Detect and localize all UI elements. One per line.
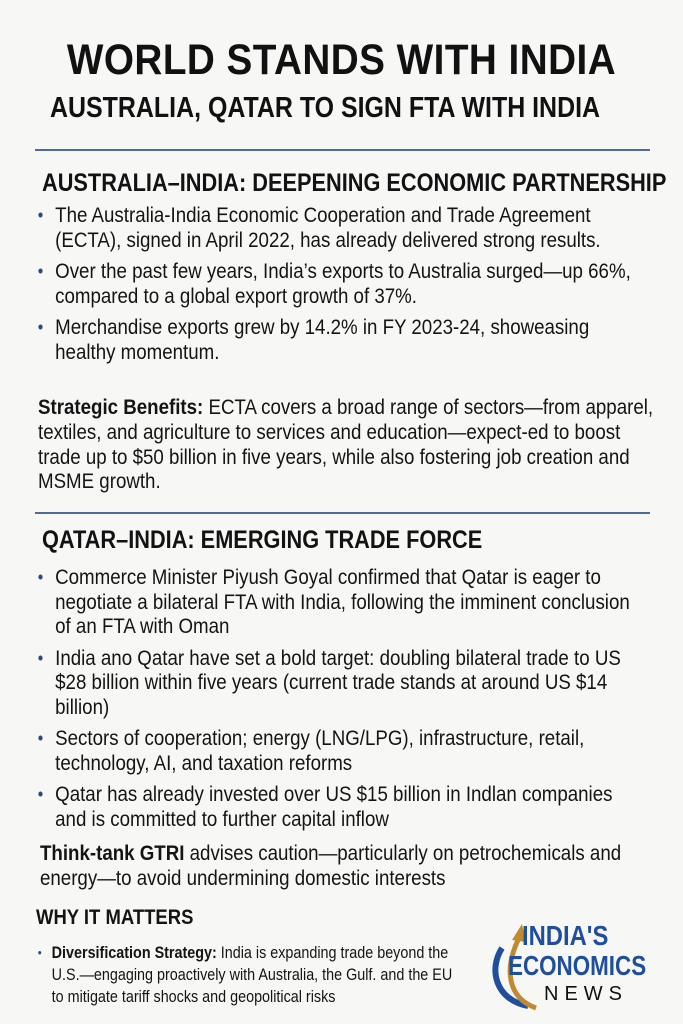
logo-line1: INDIA'S xyxy=(522,920,609,951)
bullet-icon: • xyxy=(37,567,44,587)
bullet-icon: • xyxy=(37,205,44,225)
page-subtitle: AUSTRALIA, QATAR TO SIGN FTA WITH INDIA xyxy=(50,92,601,124)
page-title: WORLD STANDS WITH INDIA xyxy=(66,36,617,84)
list-item: • Commerce Minister Piyush Goyal confirmed that Qatar is eager to negotiate a bilateral FTA with India, following the imminent conclusion of an FTA with Oman xyxy=(37,565,630,639)
gtri-note: Think-tank GTRI advises caution—particularly on petrochemicals and energy—to avoid undermining domestic interests xyxy=(40,841,622,890)
bullet-icon: • xyxy=(37,728,44,749)
why-heading: WHY IT MATTERS xyxy=(36,906,194,929)
list-item: • Over the past few years, India’s exports to Australia surged—up 66%, compared to a global export growth of 37%. xyxy=(37,258,631,308)
list-item: • Qatar has already invested over US $15 billion in Indlan companies and is committed to further capital inflow xyxy=(37,782,613,831)
list-item: • Merchandise exports grew by 14.2% in FY 2023-24, showeasing healthy momentum. xyxy=(37,314,590,364)
list-item: • Sectors of cooperation; energy (LNG/LPG), infrastructure, retail, technology, AI, and taxation reforms xyxy=(37,726,585,775)
bullet-icon: • xyxy=(37,260,44,281)
bullet-icon: • xyxy=(37,316,44,337)
australia-bullets xyxy=(36,203,645,371)
qatar-bullets xyxy=(36,565,645,838)
logo-line3: NEWS xyxy=(544,983,628,1005)
list-item: • Diversification Strategy: India is expanding trade beyond the U.S.—engaging proactively with Australia, the Gulf. and the EU to mitigate tariff shocks and geopolitical risks xyxy=(37,944,453,1006)
list-item: • The Australia-India Economic Cooperation and Trade Agreement (ECTA), signed in April 2022, has already delivered strong results. xyxy=(37,203,601,252)
divider xyxy=(35,149,650,151)
strategic-benefits: Strategic Benefits: ECTA covers a broad range of sectors—from apparel, textiles, and agriculture to services and education—expect-ed to boost trade up to $50 billion in five years, while also fostering job creation and MSME growth. xyxy=(38,395,654,494)
bullet-icon: • xyxy=(37,647,44,668)
brand-logo xyxy=(488,920,678,1016)
why-bullets xyxy=(36,942,462,1015)
divider xyxy=(35,512,650,514)
bullet-icon: • xyxy=(37,945,42,960)
bullet-icon: • xyxy=(37,784,44,805)
qatar-heading: QATAR–INDIA: EMERGING TRADE FORCE xyxy=(42,526,483,554)
logo-line2: ECONOMICS xyxy=(508,950,647,981)
list-item: • India ano Qatar have set a bold target: doubling bilateral trade to US $28 billion within five years (current trade stands at around US $14 billion) xyxy=(37,645,621,720)
strategic-label: Strategic Benefits: xyxy=(38,395,204,419)
australia-heading: AUSTRALIA–INDIA: DEEPENING ECONOMIC PARTNERSHIP xyxy=(42,169,667,197)
gtri-label: Think-tank GTRI xyxy=(40,841,185,865)
